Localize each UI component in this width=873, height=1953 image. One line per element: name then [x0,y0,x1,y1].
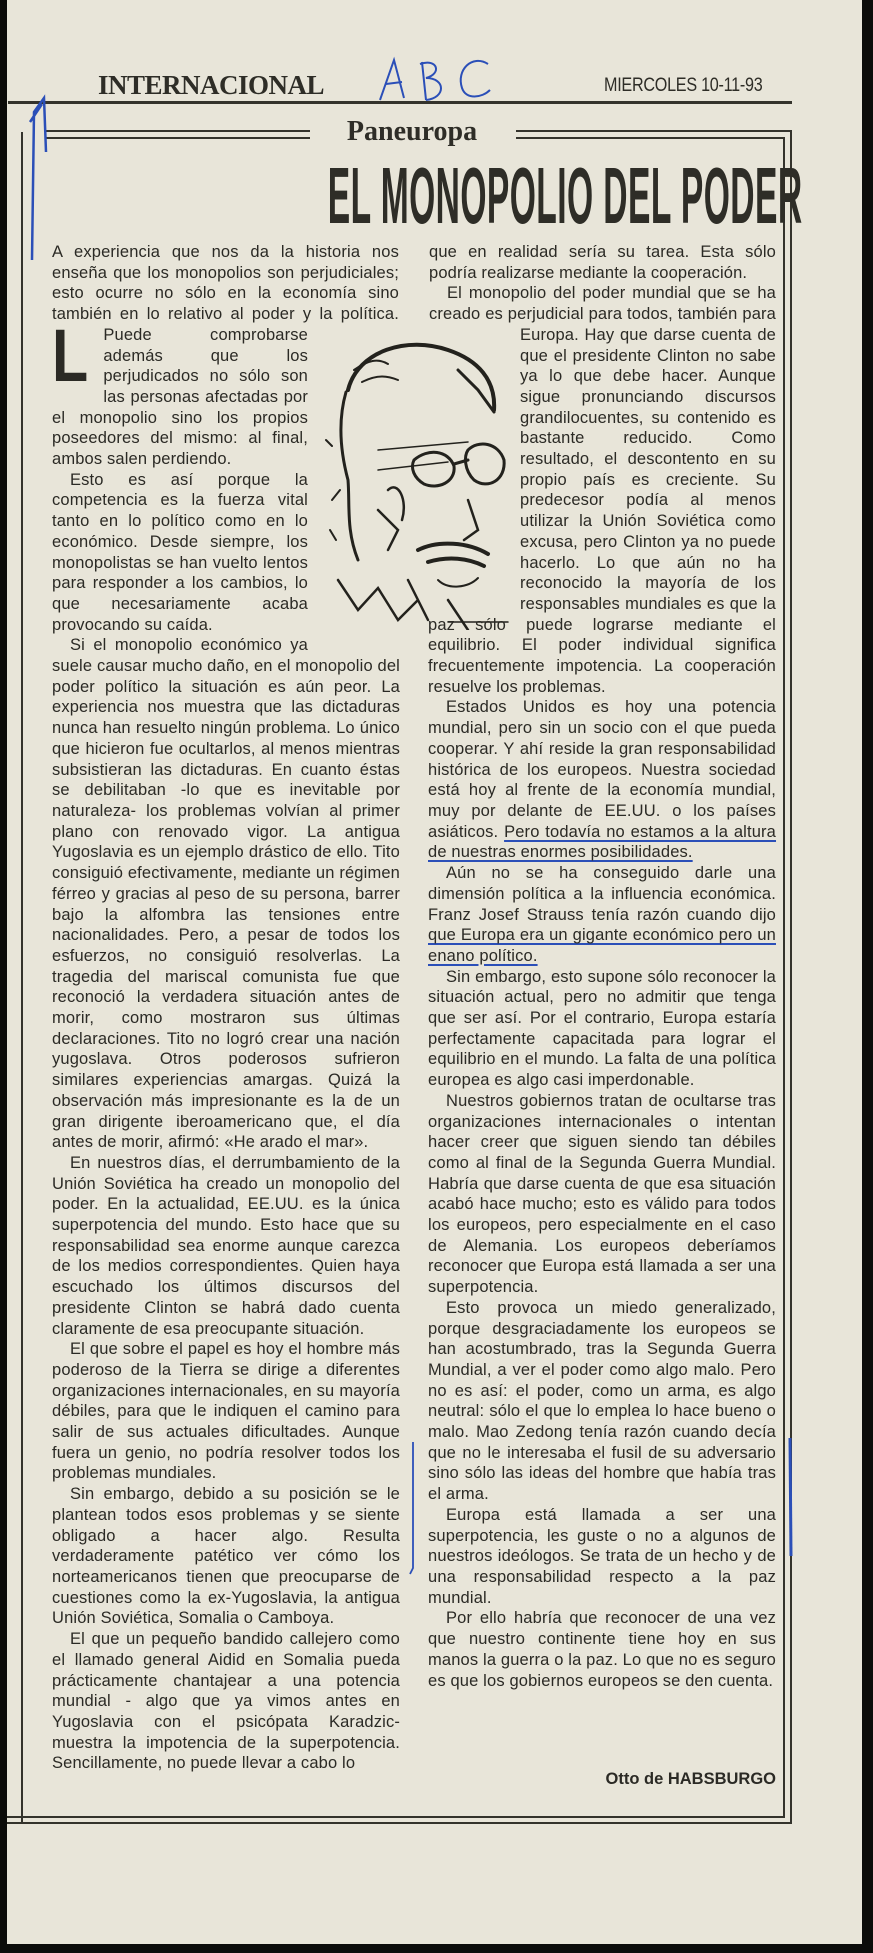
box-left-border [21,132,23,1822]
pen-underlined-text: Pero todavía no estamos a la altura de nuestras enormes posibilidades. [428,822,777,862]
kicker-rule-right-1 [516,130,792,132]
kicker: Paneuropa [346,116,478,147]
issue-date: MIERCOLES 10-11-93 [604,75,763,96]
kicker-rule-right-2 [516,137,784,139]
paragraph-text: Aún no se ha conseguido darle una dimensión política a la influencia económica. Franz Josef Strauss tenía razón cuando dijo [428,864,776,924]
paragraph-text: Europa está llamada a ser una superpotencia, les guste o no a algunos de nuestros ideólogos. Se trata de un hecho y de una responsabilidad respecto a la paz mundial. [428,1505,776,1607]
paragraph-text: Si el monopolio económico ya suele causar mucho daño, en el monopolio del poder político la situación es aún peor. La experiencia nos muestra que las dictaduras nunca han resuelto ningún problema. Lo único que hicieron fue ocultarlos, al menos mientras subsistieran las dictaduras. En cuanto éstas se debilitaban -lo que es inevitable por naturaleza- los problemas volvían al primer plano con renovado vigor. La antigua Yugoslavia es un ejemplo drástico de ello. Tito consiguió efectivamente, mediante un régimen férreo y gracias al peso de su persona, barrer bajo la alfombra las tensiones entre nacionalidades. Pero, a pesar de todos los esfuerzos, no consiguió resolverlas. La tragedia del mariscal comunista fue que reconoció la verdadera situación antes de morir, como mostraron sus últimas declaraciones. Tito no logró crear una nación yugoslava. Otros poderosos sufrieron similares experiencias amargas. Quizá la observación más impresionante es la de un gran dirigente iberoamericano que, el día antes de morir, afirmó: «He arado el mar». [52,636,400,1152]
paragraph-text: Esto provoca un miedo generalizado, porque desgraciadamente los europeos se han acostumbrado, tras la Segunda Guerra Mundial, a ver el poder como algo malo. Pero no es así: el poder, como un arma, es algo neutral: sólo el que lo emplea lo hace bueno o malo. Mao Zedong tenía razón cuando decía que no le interesaba el fusil de su adversario sino sólo las ideas del hombre que había tras el arma. [428,1298,776,1504]
paragraph-text: En nuestros días, el derrumbamiento de la Unión Soviética ha creado un monopolio del poder. En la actualidad, EE.UU. es la única superpotencia del mundo. Esto hace que su responsabilidad sea enorme aunque carezca de los medios correspondientes. Quien haya escuchado los últimos discursos del presidente Clinton se habrá dado cuenta claramente de esa preocupante situación. [52,1153,400,1338]
article-paragraph [52,635,400,1153]
article-paragraph [428,863,776,967]
pen-underlined-text: que Europa era un gigante económico pero un enano político. [428,926,776,965]
headline: EL MONOPOLIO DEL PODER [327,151,803,240]
box-right-border-outer [790,130,792,1824]
box-bottom-border-outer [7,1822,792,1824]
article-paragraph [428,1091,776,1298]
author-byline: Otto de HABSBURGO [605,1770,776,1788]
article-paragraph [52,1339,400,1484]
scan-edge-left [0,0,7,1953]
paragraph-text: Estados Unidos es hoy una potencia mundial, pero sin un socio con el que pueda cooperar. Y ahí reside la gran responsabilidad histórica de los europeos. Nuestra sociedad está hoy al frente de la economía mundial, muy por delante de EE.UU. o los países asiáticos. [428,698,776,841]
article-paragraph [52,1484,400,1629]
paragraph-text: El que sobre el papel es hoy el hombre más poderoso de la Tierra se dirige a diferentes organizaciones internacionales, en su mayoría débiles, para que le indiquen el camino para salir de sus actuales dificultades. Aunque fuera un genio, no podría resolver todos los problemas mundiales. [52,1340,400,1483]
header-rule [8,101,792,104]
paragraph-text: que en realidad sería su tarea. Esta sólo podría realizarse mediante la cooperación. [429,243,776,282]
pen-margin-mark-center [408,1440,420,1575]
drop-cap: L [52,314,89,397]
article-paragraph [428,697,776,863]
article-paragraph [52,1153,400,1339]
paragraph-text: El monopolio del poder mundial que se ha creado es perjudicial para todos, también para Europa. Hay que darse cuenta de que el presidente Clinton no sabe ya lo que debe hacer. Aunque sigue pronunciando discursos grandilocuentes, su contenido es bastante reducido. Como resultado, el descontento en su propio país es creciente. Su predecesor podía al menos utilizar la Unión Soviética como excusa, pero Clinton ya no puede hacerlo. Lo que aún no ha reconocido la mayoría de los responsables mundiales es que la paz sólo puede lograrse mediante el equilibrio. El poder individual significa frecuentemente impotencia. La cooperación resuelve los problemas. [428,284,776,696]
box-right-border-inner [783,137,785,1817]
article-column-right [428,242,776,1691]
section-label: INTERNACIONAL [98,70,325,100]
paragraph-text: El que un pequeño bandido callejero como el llamado general Aidid en Somalia pueda prácticamente chantajear a una potencia mundial - algo que ya vimos antes en Yugoslavia con el psicópata Karadzic- muestra la impotencia de la superpotencia. Sencillamente, no puede llevar a cabo lo [52,1630,400,1773]
article-paragraph [428,242,776,283]
article-paragraph [428,967,776,1091]
article-paragraph [428,1505,776,1609]
scan-edge-bottom [0,1944,873,1953]
pen-margin-mark-right [785,1436,797,1560]
article-column-left [52,242,400,1774]
paragraph-text: Sin embargo, esto supone sólo reconocer la situación actual, pero no admitir que tenga que ser así. Por el contrario, Europa estaría perfectamente capacitada para lograr el equilibrio en el mundo. La falta de una política europea es algo casi imperdonable. [428,967,776,1090]
paragraph-text: Por ello habría que reconocer de una vez que nuestro continente tiene hoy en sus manos la guerra o la paz. Lo que no es seguro es que los gobiernos europeos se den cuenta. [428,1609,776,1690]
paragraph-text: Nuestros gobiernos tratan de ocultarse tras organizaciones internacionales o intentan hacer creer que siguen siendo tan débiles como al final de la Segunda Guerra Mundial. Habría que darse cuenta de que esa situación acabó hace mucho; esto es válido para todos los europeos, pero especialmente en el caso de Alemania. Los europeos deberíamos reconocer que Europa está llamada a ser una superpotencia. [428,1091,776,1297]
paragraph-text: Esto es así porque la competencia es la fuerza vital tanto en lo político como en lo económico. Desde siempre, los monopolistas se han vuelto lentos para responder a los cambios, lo que necesariamente acaba provocando su caída. [52,470,308,634]
article-paragraph [52,1629,400,1774]
box-bottom-border-inner [7,1816,785,1818]
article-paragraph [428,1298,776,1505]
scan-edge-right [862,0,873,1953]
kicker-rule-left-1 [45,130,310,132]
paragraph-text: Sin embargo, debido a su posición se le plantean todos esos problemas y se siente obligado a hacer algo. Resulta verdaderamente patético ver cómo los norteamericanos tienen que preocuparse de cuestiones como la ex-Yugoslavia, la antigua Unión Soviética, Somalia o Camboya. [52,1485,400,1628]
kicker-rule-left-2 [45,137,310,139]
article-paragraph [428,1608,776,1691]
handwritten-abc-mark [376,56,498,104]
pen-margin-mark-top-left [24,92,54,262]
paragraph-text: A experiencia que nos da la historia nos enseña que los monopolios son perjudiciales; esto ocurre no sólo en la economía sino también en lo relativo al poder y la política. Puede comprobarse además que los perjudicados no sólo son las personas afectadas por el monopolio sino los propios poseedores del mismo: al final, ambos salen perdiendo. [52,243,399,469]
